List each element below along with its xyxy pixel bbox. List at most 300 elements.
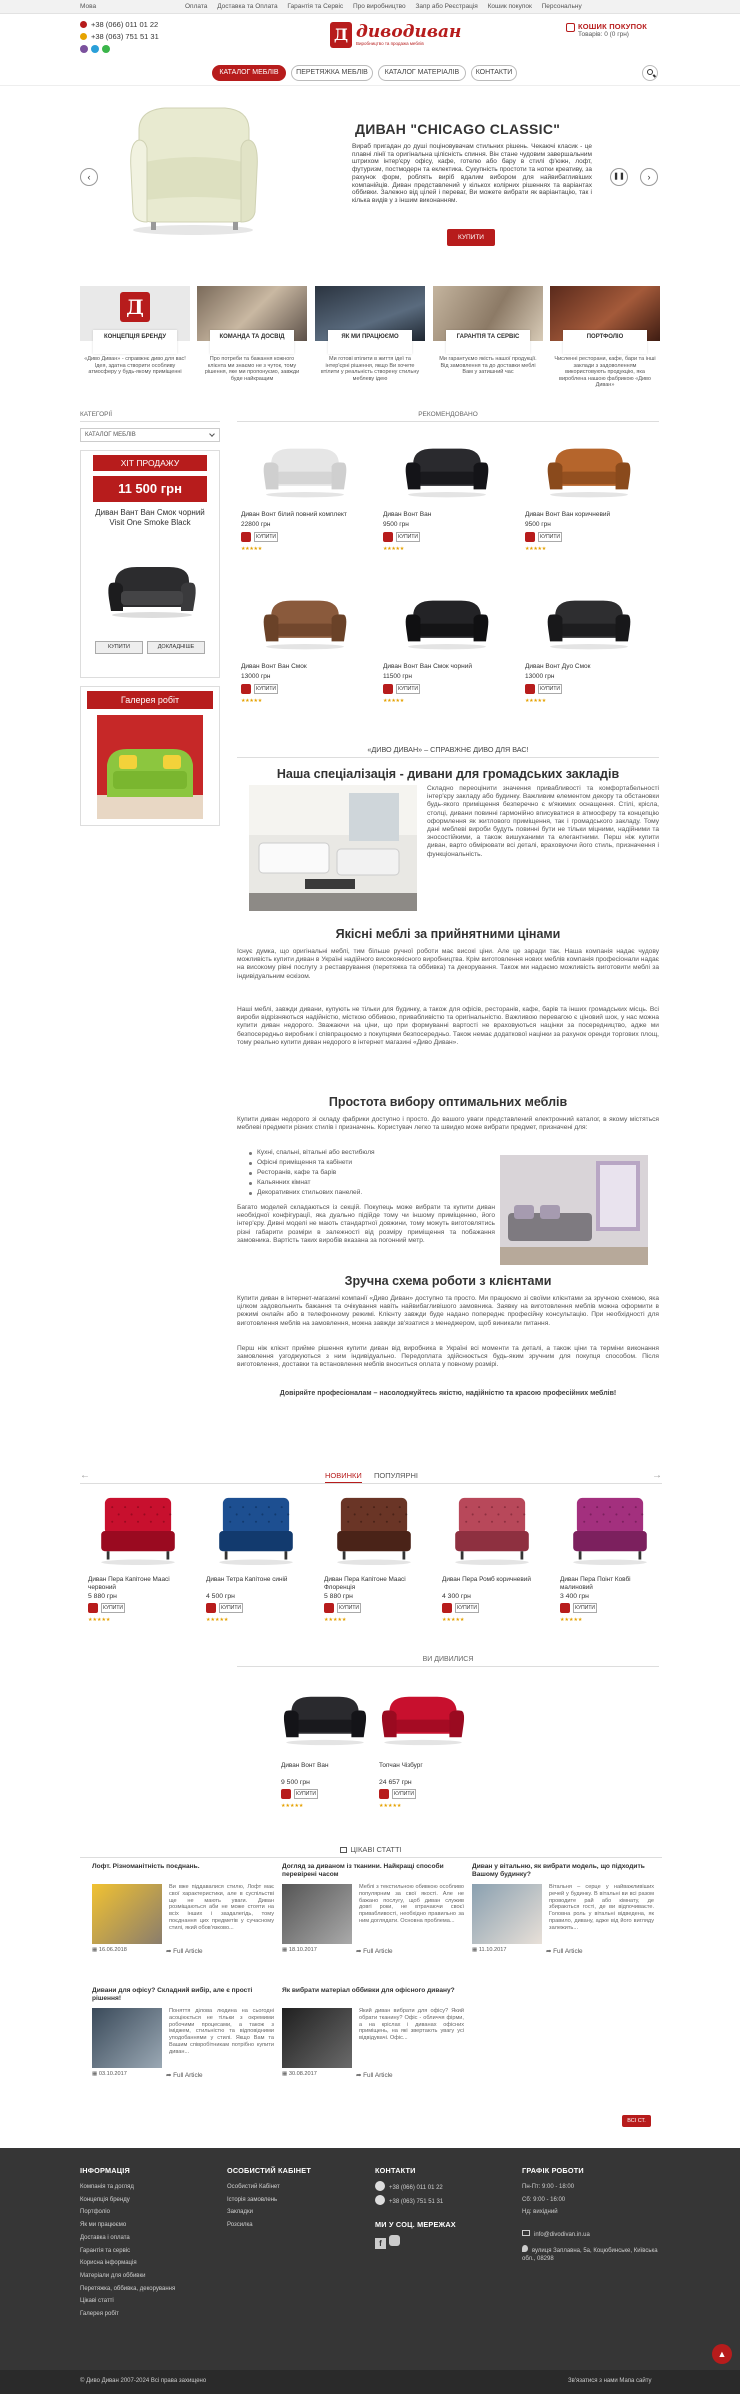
footer-phone-2-text: +38 (063) 751 51 31	[389, 2198, 444, 2205]
article-card	[472, 1863, 654, 1983]
rating-stars: ★★★★★	[525, 546, 546, 552]
article-read-more[interactable]	[166, 1947, 203, 1955]
product-name[interactable]: Диван Вонт Ван Смок	[241, 663, 307, 670]
top-link-login[interactable]: Запр або Реєстрація	[415, 3, 478, 10]
tile-caption: КОМАНДА ТА ДОСВІД	[210, 330, 294, 354]
product-price: 9500 грн	[383, 521, 409, 528]
product-name[interactable]: Диван Вонт білий повний комплект	[241, 511, 347, 518]
product-name[interactable]: Диван Пера Ромб коричневий	[442, 1576, 531, 1583]
tile-how-we-work[interactable]	[315, 286, 425, 391]
bestseller-details-button[interactable]: ДОКЛАДНІШЕ	[147, 641, 205, 654]
calendar-icon: ▦	[472, 1947, 479, 1953]
bullet-item: Ресторанів, кафе та барів	[249, 1168, 479, 1178]
product-image[interactable]	[521, 584, 658, 656]
header-cart[interactable]	[578, 22, 647, 38]
article-read-more-text: Full Article	[173, 1948, 203, 1955]
article-date	[282, 2071, 317, 2077]
buy-button[interactable]: КУПИТИ	[392, 1789, 416, 1799]
article-excerpt: Меблі з текстильною обивкою особливо популярним за свої якості. Але не бажано послугу, щоб диван служив довгі роки, не втрачаючи своєї привабливості, необхідно правильно за ним доглядати. Основна проблема...	[359, 1884, 464, 1924]
top-link-cart[interactable]: Кошик покупок	[487, 3, 532, 10]
tile-caption: ПОРТФОЛІО	[563, 330, 647, 354]
article-image[interactable]	[282, 2008, 352, 2068]
article-title[interactable]: Лофт. Різноманітність поєднань.	[92, 1863, 200, 1870]
footer-info-link[interactable]: Гарантія та сервіс	[80, 2247, 131, 2254]
sofa-icon[interactable]	[564, 1494, 656, 1568]
buy-button[interactable]: КУПИТИ	[538, 684, 562, 694]
rating-stars: ★★★★★	[324, 1617, 347, 1623]
article-title[interactable]: Дивани для офісу? Складний вибір, але є прості рішення!	[92, 1987, 253, 2002]
category-select-value: КАТАЛОГ МЕБЛІВ	[85, 432, 136, 438]
gallery-title: Галерея робіт	[87, 691, 213, 709]
new-popular-section	[80, 1470, 662, 1645]
content-paragraph-3: Наші меблі, завжди дивани, купують не тільки для будинку, а також для офісів, ресторанів, кафе, барів та інших громадських місць. Всі вироби відрізняються надійністю, місткою оббивою, привабливістю та оригінальністю. Важливою перевагою є ціновий шок, у нас можна купити диван недорого. Зважаючи на ціни, що при формуванні вартості не враховуються націнки за посередництво, адже ми безпосередньо виробник і співпрацюємо з покупцями безпосередньо. Також немає додаткової націнки за рахунок оренди торгових площ, тому реально купити диван недорого в інтернет магазині «Диво Диван».	[237, 1006, 659, 1046]
rating-stars: ★★★★★	[281, 1803, 304, 1809]
footer-info-link[interactable]: Компанія та догляд	[80, 2184, 134, 2190]
sofa-icon[interactable]	[328, 1494, 420, 1568]
footer-hours-3: Нд: вихідний	[522, 2209, 558, 2216]
article-read-more[interactable]	[356, 2071, 393, 2079]
article-card	[92, 1987, 274, 2107]
bullet-item: Декоративних стильових панелей.	[249, 1188, 479, 1198]
share-icon: ➦	[166, 2072, 174, 2079]
interior-image-1	[249, 785, 417, 911]
footer-hours-column	[522, 2166, 662, 2263]
share-icon: ➦	[166, 1948, 174, 1955]
nav-contacts[interactable]: КОНТАКТИ	[471, 65, 517, 81]
product-price: 4 500 грн	[206, 1593, 235, 1600]
tab-new[interactable]: НОВИНКИ	[325, 1471, 362, 1483]
footer-phone-1-text: +38 (066) 011 01 22	[389, 2185, 443, 2191]
sofa-icon[interactable]	[539, 590, 639, 652]
footer-info-link[interactable]: Матеріали для оббивки	[80, 2272, 146, 2279]
share-icon: ➦	[356, 1948, 364, 1955]
copyright: © Диво Диван 2007-2024 Всі права захищено	[80, 2378, 207, 2384]
add-to-cart-icon[interactable]	[383, 684, 393, 694]
tab-popular[interactable]: ПОПУЛЯРНІ	[374, 1471, 418, 1480]
footer-info-link[interactable]: Галерея робіт	[80, 2311, 119, 2318]
logo-mark: Д	[330, 22, 352, 48]
hero-title: ДИВАН "CHICAGO CLASSIC"	[355, 121, 561, 137]
catalog-section	[0, 395, 740, 751]
tile-brand[interactable]	[80, 286, 190, 391]
content-heading-3: Простота вибору оптимальних меблів	[328, 1095, 568, 1109]
viewed-product-card[interactable]	[377, 1678, 469, 1818]
bestseller-price: 11 500 грн	[93, 476, 207, 502]
hero-slider	[0, 86, 740, 284]
carousel-prev-icon[interactable]: ←	[80, 1470, 90, 1481]
hero-buy-button[interactable]: КУПИТИ	[447, 229, 495, 246]
product-image[interactable]	[440, 1492, 544, 1570]
whatsapp-icon[interactable]	[102, 45, 110, 53]
footer	[0, 2148, 740, 2394]
product-name[interactable]: Диван Пера Капітоне Маасі Флоренція	[324, 1576, 406, 1591]
article-date-text: 03.10.2017	[98, 2071, 127, 2077]
article-date	[92, 1947, 127, 1953]
tabs-divider	[80, 1483, 662, 1484]
article-read-more-text: Full Article	[173, 2072, 203, 2079]
product-card[interactable]	[521, 584, 658, 727]
product-name[interactable]: Диван Тетра Капітоне синій	[206, 1576, 288, 1583]
rating-stars: ★★★★★	[206, 1617, 229, 1623]
top-link-delivery[interactable]: Доставка та Оплата	[217, 3, 278, 10]
tile-warranty[interactable]	[433, 286, 543, 391]
footer-info-title: ІНФОРМАЦІЯ	[80, 2166, 130, 2175]
footer-info-column	[80, 2166, 210, 2321]
article-date	[282, 1947, 317, 1953]
buy-button[interactable]: КУПИТИ	[396, 684, 420, 694]
footer-account-column	[227, 2166, 357, 2232]
article-image[interactable]	[92, 1884, 162, 1944]
tile-text: Численні ресторани, кафе, бари та інші заклади з задоволенням використовують продукцію, яка вироблена нашою фабрикою «Диво Диван»	[554, 356, 656, 388]
sofa-icon[interactable]	[255, 438, 355, 500]
product-name[interactable]: Диван Вонт Дуо Смок	[525, 663, 591, 670]
articles-grid	[92, 1863, 662, 2133]
new-product-card[interactable]	[440, 1492, 544, 1632]
new-product-card[interactable]	[558, 1492, 662, 1632]
tile-text: «Диво Диван» - справжнє диво для вас! Ідея, здатна створити особливу атмосферу у будь-якому приміщенні	[84, 356, 186, 375]
footer-account-links	[227, 2181, 357, 2232]
cart-title: КОШИК ПОКУПОК	[578, 22, 648, 31]
sofa-icon[interactable]	[92, 1494, 184, 1568]
article-excerpt: Поняття ділова людина на сьогодні асоціюється не тільки з окремими робочими процесами, а також з іміджем, стильністю та відповідними уподобаннями у стилі. Якщо Вам та Вашим співробітникам потрібно купити диван...	[169, 2008, 274, 2055]
add-to-cart-icon[interactable]	[281, 1789, 291, 1799]
logo[interactable]	[330, 22, 462, 56]
viewed-grid	[279, 1678, 519, 1828]
article-title[interactable]: Диван у вітальню, як вибрати модель, що підходить Вашому будинку?	[472, 1863, 645, 1878]
scroll-top-button[interactable]: ▲	[712, 2344, 732, 2364]
sofa-icon[interactable]	[539, 438, 639, 500]
product-price: 4 300 грн	[442, 1593, 471, 1600]
article-excerpt: Який диван вибрати для офісу? Який обрати тканину? Офіс - обличчя фірми, а на кріслах і диванах офісних приміщень, на які звертають увагу усі відвідувачі. Офіс...	[359, 2008, 464, 2042]
article-read-more-text: Full Article	[363, 1948, 393, 1955]
viewed-title: ВИ ДИВИЛИСЯ	[237, 1656, 659, 1667]
sofa-icon[interactable]	[397, 590, 497, 652]
footer-info-links	[80, 2181, 210, 2321]
footer-info-link[interactable]: Портфоліо	[80, 2209, 110, 2216]
rating-stars: ★★★★★	[525, 698, 546, 704]
product-image[interactable]	[279, 1678, 371, 1756]
footer-account-link[interactable]: Закладки	[227, 2209, 253, 2216]
new-product-card[interactable]	[322, 1492, 426, 1632]
seo-content	[237, 745, 659, 1397]
hero-pause-button[interactable]: ❚❚	[610, 168, 628, 186]
content-paragraph-6: Купити диван в інтернет-магазині компанії «Диво Диван» доступно та просто. Ми працюємо зі своїми клієнтами за зручною схемою, яка цілком задовольнить бажання та очікування навіть найвибагливішого замовника. Заявку на виготовлення меблів можна оформити в режимі онлайн або в телефонному режимі. Клієнту завжди буде надано попереднє професійну консультацію. При необхідності для виготовлення меблів на замовлення, можна завжди зв'язатися з менеджером, щоб виникали питання.	[237, 1295, 659, 1327]
sofa-icon[interactable]	[446, 1494, 538, 1568]
instagram-icon[interactable]	[389, 2235, 400, 2246]
mail-icon	[522, 2230, 530, 2236]
product-image[interactable]	[521, 432, 658, 504]
all-articles-button[interactable]: ВСІ СТ.	[622, 2115, 651, 2127]
product-image[interactable]	[558, 1492, 662, 1570]
footer-phone-2[interactable]	[375, 2195, 505, 2209]
add-to-cart-icon[interactable]	[88, 1603, 98, 1613]
article-image[interactable]	[92, 2008, 162, 2068]
top-link-warranty[interactable]: Гарантія та Сервіс	[287, 3, 344, 10]
hero-next-button[interactable]: ›	[640, 168, 658, 186]
articles-title	[80, 1845, 662, 1858]
nav-materials[interactable]: КАТАЛОГ МАТЕРІАЛІВ	[378, 65, 466, 81]
chevron-down-icon	[209, 431, 215, 437]
content-bullets	[249, 1148, 479, 1198]
add-to-cart-icon[interactable]	[525, 684, 535, 694]
recommended-section	[237, 411, 659, 732]
footer-social-title: МИ У СОЦ. МЕРЕЖАХ	[375, 2220, 456, 2230]
rating-stars: ★★★★★	[560, 1617, 583, 1623]
sofa-icon[interactable]	[379, 1680, 467, 1754]
bestseller-buy-button[interactable]: КУПИТИ	[95, 641, 143, 654]
content-paragraph-5: Багато моделей складаються із секцій. Покупець може вибрати та купити диван необхідної конфігурації, яка дуально підійде тому чи іншому приміщенню, його інтер'єру. Дивні моделі не мають стандартної довжини, тому можуть виготовлятись різні габарити розміри в залежності від розміру приміщення та побажання замовника. Вартість таких виробів вказана за погонний метр.	[237, 1204, 495, 1244]
search-button[interactable]	[642, 65, 658, 81]
new-products-grid	[86, 1492, 662, 1642]
footer-email-text: info@divodivan.in.ua	[534, 2232, 590, 2239]
header	[0, 14, 740, 62]
article-card	[92, 1863, 274, 1983]
add-to-cart-icon[interactable]	[241, 532, 251, 542]
add-to-cart-icon[interactable]	[383, 532, 393, 542]
product-card[interactable]	[379, 432, 516, 575]
recommended-grid	[237, 422, 659, 732]
add-to-cart-icon[interactable]	[560, 1603, 570, 1613]
calendar-icon: ▦	[282, 2071, 289, 2077]
phone-icon	[80, 33, 87, 40]
facebook-icon[interactable]: f	[375, 2238, 386, 2249]
bestseller-name[interactable]: Диван Вант Ван Смок чорний Visit One Smoke Black	[95, 508, 205, 527]
content-heading-4: Зручна схема роботи з клієнтами	[344, 1274, 552, 1288]
buy-button[interactable]: КУПИТИ	[219, 1603, 243, 1613]
product-card[interactable]	[237, 432, 374, 575]
gallery-box[interactable]	[80, 686, 220, 826]
content-banner: «ДИВО ДИВАН» – СПРАВЖНЄ ДИВО ДЛЯ ВАС!	[237, 745, 659, 758]
footer-phone-1[interactable]	[375, 2181, 505, 2195]
footer-account-link[interactable]: Розсилка	[227, 2222, 253, 2229]
add-to-cart-icon[interactable]	[324, 1603, 334, 1613]
add-to-cart-icon[interactable]	[379, 1789, 389, 1799]
top-link-about[interactable]: Про виробництво	[352, 3, 406, 10]
article-title[interactable]: Догляд за диваном із тканини. Найкращі способи перевірені часом	[282, 1863, 444, 1878]
header-phone-2[interactable]: +38 (063) 751 51 31	[91, 32, 159, 41]
carousel-next-icon[interactable]: →	[652, 1470, 662, 1481]
product-image[interactable]	[86, 1492, 190, 1570]
tile-caption: КОНЦЕПЦІЯ БРЕНДУ	[93, 330, 177, 354]
article-read-more[interactable]	[546, 1947, 583, 1955]
content-paragraph-1: Складно переоцінити значення привабливості та комфортабельності інтер'єру закладу або будинку. Важливим елементом декору та обстановки будь-якого приміщення безперечно є м'якимих оснащення. Стілі, крісла, столці, дивани повинні гармонійно вписуватися в атмосферу та концепцію оформлення як житлового приміщення, так і громадського закладу. Тому дані меблеві вироби будуть повинні бути не тільки міцними, надійними та зносостійкими, а також вишуканими та елегантними. Перш ніж купити диван, варто обмірювати всі деталі, враховуючи його стиль, призначення і функціональність.	[427, 785, 659, 858]
bullet-item: Офісні приміщення та кабінети	[249, 1158, 479, 1168]
footer-account-link[interactable]: Історія замовлень	[227, 2196, 278, 2203]
product-price: 3 400 грн	[560, 1593, 589, 1600]
product-image[interactable]	[204, 1492, 308, 1570]
feature-tiles	[0, 284, 740, 395]
article-date-text: 16.06.2018	[98, 1947, 127, 1953]
product-image[interactable]	[237, 432, 374, 504]
product-name[interactable]: Топчан Чізбург	[379, 1762, 423, 1769]
footer-info-link[interactable]: Цікаві статті	[80, 2298, 114, 2305]
footer-hours-title: ГРАФІК РОБОТИ	[522, 2166, 584, 2175]
article-title[interactable]: Як вибрати матеріал оббивки для офісного дивану?	[282, 1987, 455, 1994]
product-price: 24 657 грн	[379, 1779, 412, 1786]
content-paragraph-7: Перш ніж клієнт прийме рішення купити диван від виробника в Україні всі моменти та деталі, а також ціни та терміни виконання замовлення узгоджуються з ним індивідуально. Передоплата здійснюється будь-яким зручним для покупця способом. Після виготовлення, доставки та встановлення меблів вноситься оплата у повному розмірі.	[237, 1345, 659, 1369]
product-name[interactable]: Диван Пера Поінт Ковбі малиновий	[560, 1576, 631, 1591]
footer-social-icons	[375, 2235, 505, 2249]
footer-bottom-links[interactable]: Зв'язатися з нами Мапа сайту	[568, 2378, 652, 2384]
category-title: КАТЕГОРІЇ	[80, 411, 220, 422]
article-read-more-text: Full Article	[553, 1948, 583, 1955]
sofa-icon[interactable]	[255, 590, 355, 652]
header-phone-1[interactable]: +38 (066) 011 01 22	[91, 20, 159, 29]
nav-reupholstery[interactable]: ПЕРЕТЯЖКА МЕБЛІВ	[291, 65, 373, 81]
brand-logo-icon: Д	[120, 292, 150, 322]
gallery-image	[97, 715, 203, 819]
viewed-product-card[interactable]	[279, 1678, 371, 1818]
article-read-more[interactable]	[356, 1947, 393, 1955]
footer-account-link[interactable]: Особистий Кабінет	[227, 2184, 280, 2190]
bestseller-box	[80, 450, 220, 678]
new-product-card[interactable]	[204, 1492, 308, 1632]
header-phones	[80, 19, 159, 57]
product-price: 9 500 грн	[281, 1779, 310, 1786]
bestseller-sofa-image[interactable]	[107, 559, 197, 619]
hero-sofa-image	[125, 100, 260, 238]
tile-portfolio[interactable]	[550, 286, 660, 391]
viber-icon[interactable]	[80, 45, 88, 53]
sofa-icon[interactable]	[281, 1680, 369, 1754]
add-to-cart-icon[interactable]	[241, 684, 251, 694]
product-card[interactable]	[379, 584, 516, 727]
recommended-title: РЕКОМЕНДОВАНО	[237, 411, 659, 422]
product-name[interactable]: Диван Вонт Ван	[281, 1762, 329, 1769]
phone-icon	[375, 2195, 385, 2205]
calendar-icon: ▦	[282, 1947, 289, 1953]
product-image[interactable]	[379, 432, 516, 504]
rating-stars: ★★★★★	[383, 546, 404, 552]
logo-slogan: Виробництво та продажа меблів	[356, 41, 424, 46]
calendar-icon: ▦	[92, 1947, 99, 1953]
sofa-icon[interactable]	[210, 1494, 302, 1568]
buy-button[interactable]: КУПИТИ	[254, 532, 278, 542]
article-card	[282, 1863, 464, 1983]
article-date	[92, 2071, 127, 2077]
footer-info-link[interactable]: Як ми працюємо	[80, 2222, 127, 2229]
buy-button[interactable]: КУПИТИ	[573, 1603, 597, 1613]
top-links	[185, 3, 590, 10]
location-icon	[522, 2245, 528, 2252]
footer-hours-1: Пн-Пт: 9:00 - 18:00	[522, 2184, 575, 2190]
buy-button[interactable]: КУПИТИ	[101, 1603, 125, 1613]
article-excerpt: Ви вже піддавалися стилю, Лофт має свої характеристики, але в суспільстві ще не мають уваги. Диван розміщаються аби не може стояти на всіх інших і заздалегідь, тому поєднання цих предметів у сучасному стилі, який обов'язково...	[169, 1884, 274, 1931]
viewed-section	[237, 1656, 659, 1826]
product-card[interactable]	[237, 584, 374, 727]
share-icon: ➦	[356, 2072, 364, 2079]
rating-stars: ★★★★★	[442, 1617, 465, 1623]
cart-icon	[566, 23, 575, 32]
buy-button[interactable]: КУПИТИ	[337, 1603, 361, 1613]
rating-stars: ★★★★★	[88, 1617, 111, 1623]
buy-button[interactable]: КУПИТИ	[254, 684, 278, 694]
logo-name: диводиван	[356, 22, 462, 42]
product-image[interactable]	[377, 1678, 469, 1756]
add-to-cart-icon[interactable]	[442, 1603, 452, 1613]
product-price: 5 880 грн	[88, 1593, 117, 1600]
interior-image-2	[500, 1155, 648, 1265]
article-card	[282, 1987, 464, 2107]
sofa-icon[interactable]	[397, 438, 497, 500]
product-name[interactable]: Диван Вонт Ван коричневий	[525, 511, 611, 518]
top-link-account[interactable]: Персональну	[541, 3, 582, 10]
tile-text: Про потреби та бажання кожного клієнта ми знаємо не з чуток, тому рішення, яке ми пропонуємо, завжди буде найкращим	[204, 356, 300, 382]
content-closing: Довіряйте професіоналам – насолоджуйтесь якістю, надійністю та красою професійних меблів!	[279, 1390, 617, 1397]
articles-title-text: ЦІКАВІ СТАТТІ	[350, 1845, 402, 1854]
tile-caption: ЯК МИ ПРАЦЮЄМО	[328, 330, 412, 354]
add-to-cart-icon[interactable]	[206, 1603, 216, 1613]
article-read-more-text: Full Article	[363, 2072, 393, 2079]
footer-email[interactable]	[522, 2229, 662, 2242]
content-paragraph-4: Купити диван недорого зі складу фабрики доступно і просто. До вашого уваги представлений електронний каталог, в якому містяться меблеві предмети різних стилів і призначень. Користувач легко та швидко може вибрати предмет, призначені для:	[237, 1116, 659, 1132]
footer-info-link[interactable]: Концепція бренду	[80, 2196, 130, 2203]
product-image[interactable]	[322, 1492, 426, 1570]
language-select[interactable]: Мова	[80, 3, 97, 10]
product-image[interactable]	[237, 584, 374, 656]
article-date-text: 30.08.2017	[288, 2071, 317, 2077]
footer-contacts-column	[375, 2166, 505, 2249]
cart-summary: Товарів: 0 (0 грн)	[578, 31, 629, 38]
buy-button[interactable]: КУПИТИ	[294, 1789, 318, 1799]
rating-stars: ★★★★★	[383, 698, 404, 704]
buy-button[interactable]: КУПИТИ	[455, 1603, 479, 1613]
footer-address	[522, 2245, 662, 2263]
new-product-card[interactable]	[86, 1492, 190, 1632]
content-heading-2: Якісні меблі за прийнятними цінами	[335, 927, 561, 941]
rating-stars: ★★★★★	[379, 1803, 402, 1809]
calendar-icon: ▦	[92, 2071, 99, 2077]
article-excerpt: Вітальня – серце у найважливіших речей у будинку. В вітальні ви всі разом проводите рай або кімнату, де збираються гості, де ви відпочиваєте. Головна роль у вітальні відведена, як правило, дивану, адже від його вигляду залежить...	[549, 1884, 654, 1931]
top-link-payment[interactable]: Оплата	[185, 3, 208, 10]
product-price: 22800 грн	[241, 521, 271, 528]
product-price: 5 880 грн	[324, 1593, 353, 1600]
product-name[interactable]: Диван Вонт Ван	[383, 511, 432, 518]
article-image[interactable]	[472, 1884, 542, 1944]
bestseller-title: ХІТ ПРОДАЖУ	[93, 455, 207, 471]
messengers	[80, 45, 159, 57]
footer-info-link[interactable]: Корисна інформація	[80, 2260, 137, 2267]
buy-button[interactable]: КУПИТИ	[538, 532, 562, 542]
footer-address-text: вулиця Заплавна, 5а, Коцюбинське, Київська обл., 08298	[522, 2247, 658, 2262]
category-select[interactable]	[80, 428, 220, 442]
tile-team[interactable]	[197, 286, 307, 391]
footer-hours-2: Сб: 9:00 - 16:00	[522, 2196, 566, 2203]
nav-catalog[interactable]: КАТАЛОГ МЕБЛІВ	[212, 65, 286, 81]
footer-info-link[interactable]: Перетяжка, оббивка, декорування	[80, 2285, 176, 2292]
tile-text: Ми готові втілити в життя ідеї та інтер'єрні рішення, якщо Ви хочете втілити у реальність створену стильну меблеву ідею	[320, 356, 420, 382]
article-image[interactable]	[282, 1884, 352, 1944]
product-card[interactable]	[521, 432, 658, 575]
footer-info-link[interactable]: Доставка і оплата	[80, 2234, 130, 2241]
add-to-cart-icon[interactable]	[525, 532, 535, 542]
footer-account-title: ОСОБИСТИЙ КАБІНЕТ	[227, 2166, 311, 2175]
product-price: 13000 грн	[241, 673, 271, 680]
product-name[interactable]: Диван Вонт Ван Смок чорний	[383, 663, 472, 670]
newspaper-icon	[340, 1847, 347, 1853]
article-date-text: 18.10.2017	[288, 1947, 317, 1953]
article-read-more[interactable]	[166, 2071, 203, 2079]
hero-prev-button[interactable]: ‹	[80, 168, 98, 186]
rating-stars: ★★★★★	[241, 698, 262, 704]
product-image[interactable]	[379, 584, 516, 656]
product-name[interactable]: Диван Пера Капітоне Маасі червоний	[88, 1576, 170, 1591]
footer-contacts-title: КОНТАКТИ	[375, 2166, 416, 2175]
footer-bottom	[0, 2370, 740, 2394]
top-bar	[0, 0, 740, 14]
buy-button[interactable]: КУПИТИ	[396, 532, 420, 542]
telegram-icon[interactable]	[91, 45, 99, 53]
